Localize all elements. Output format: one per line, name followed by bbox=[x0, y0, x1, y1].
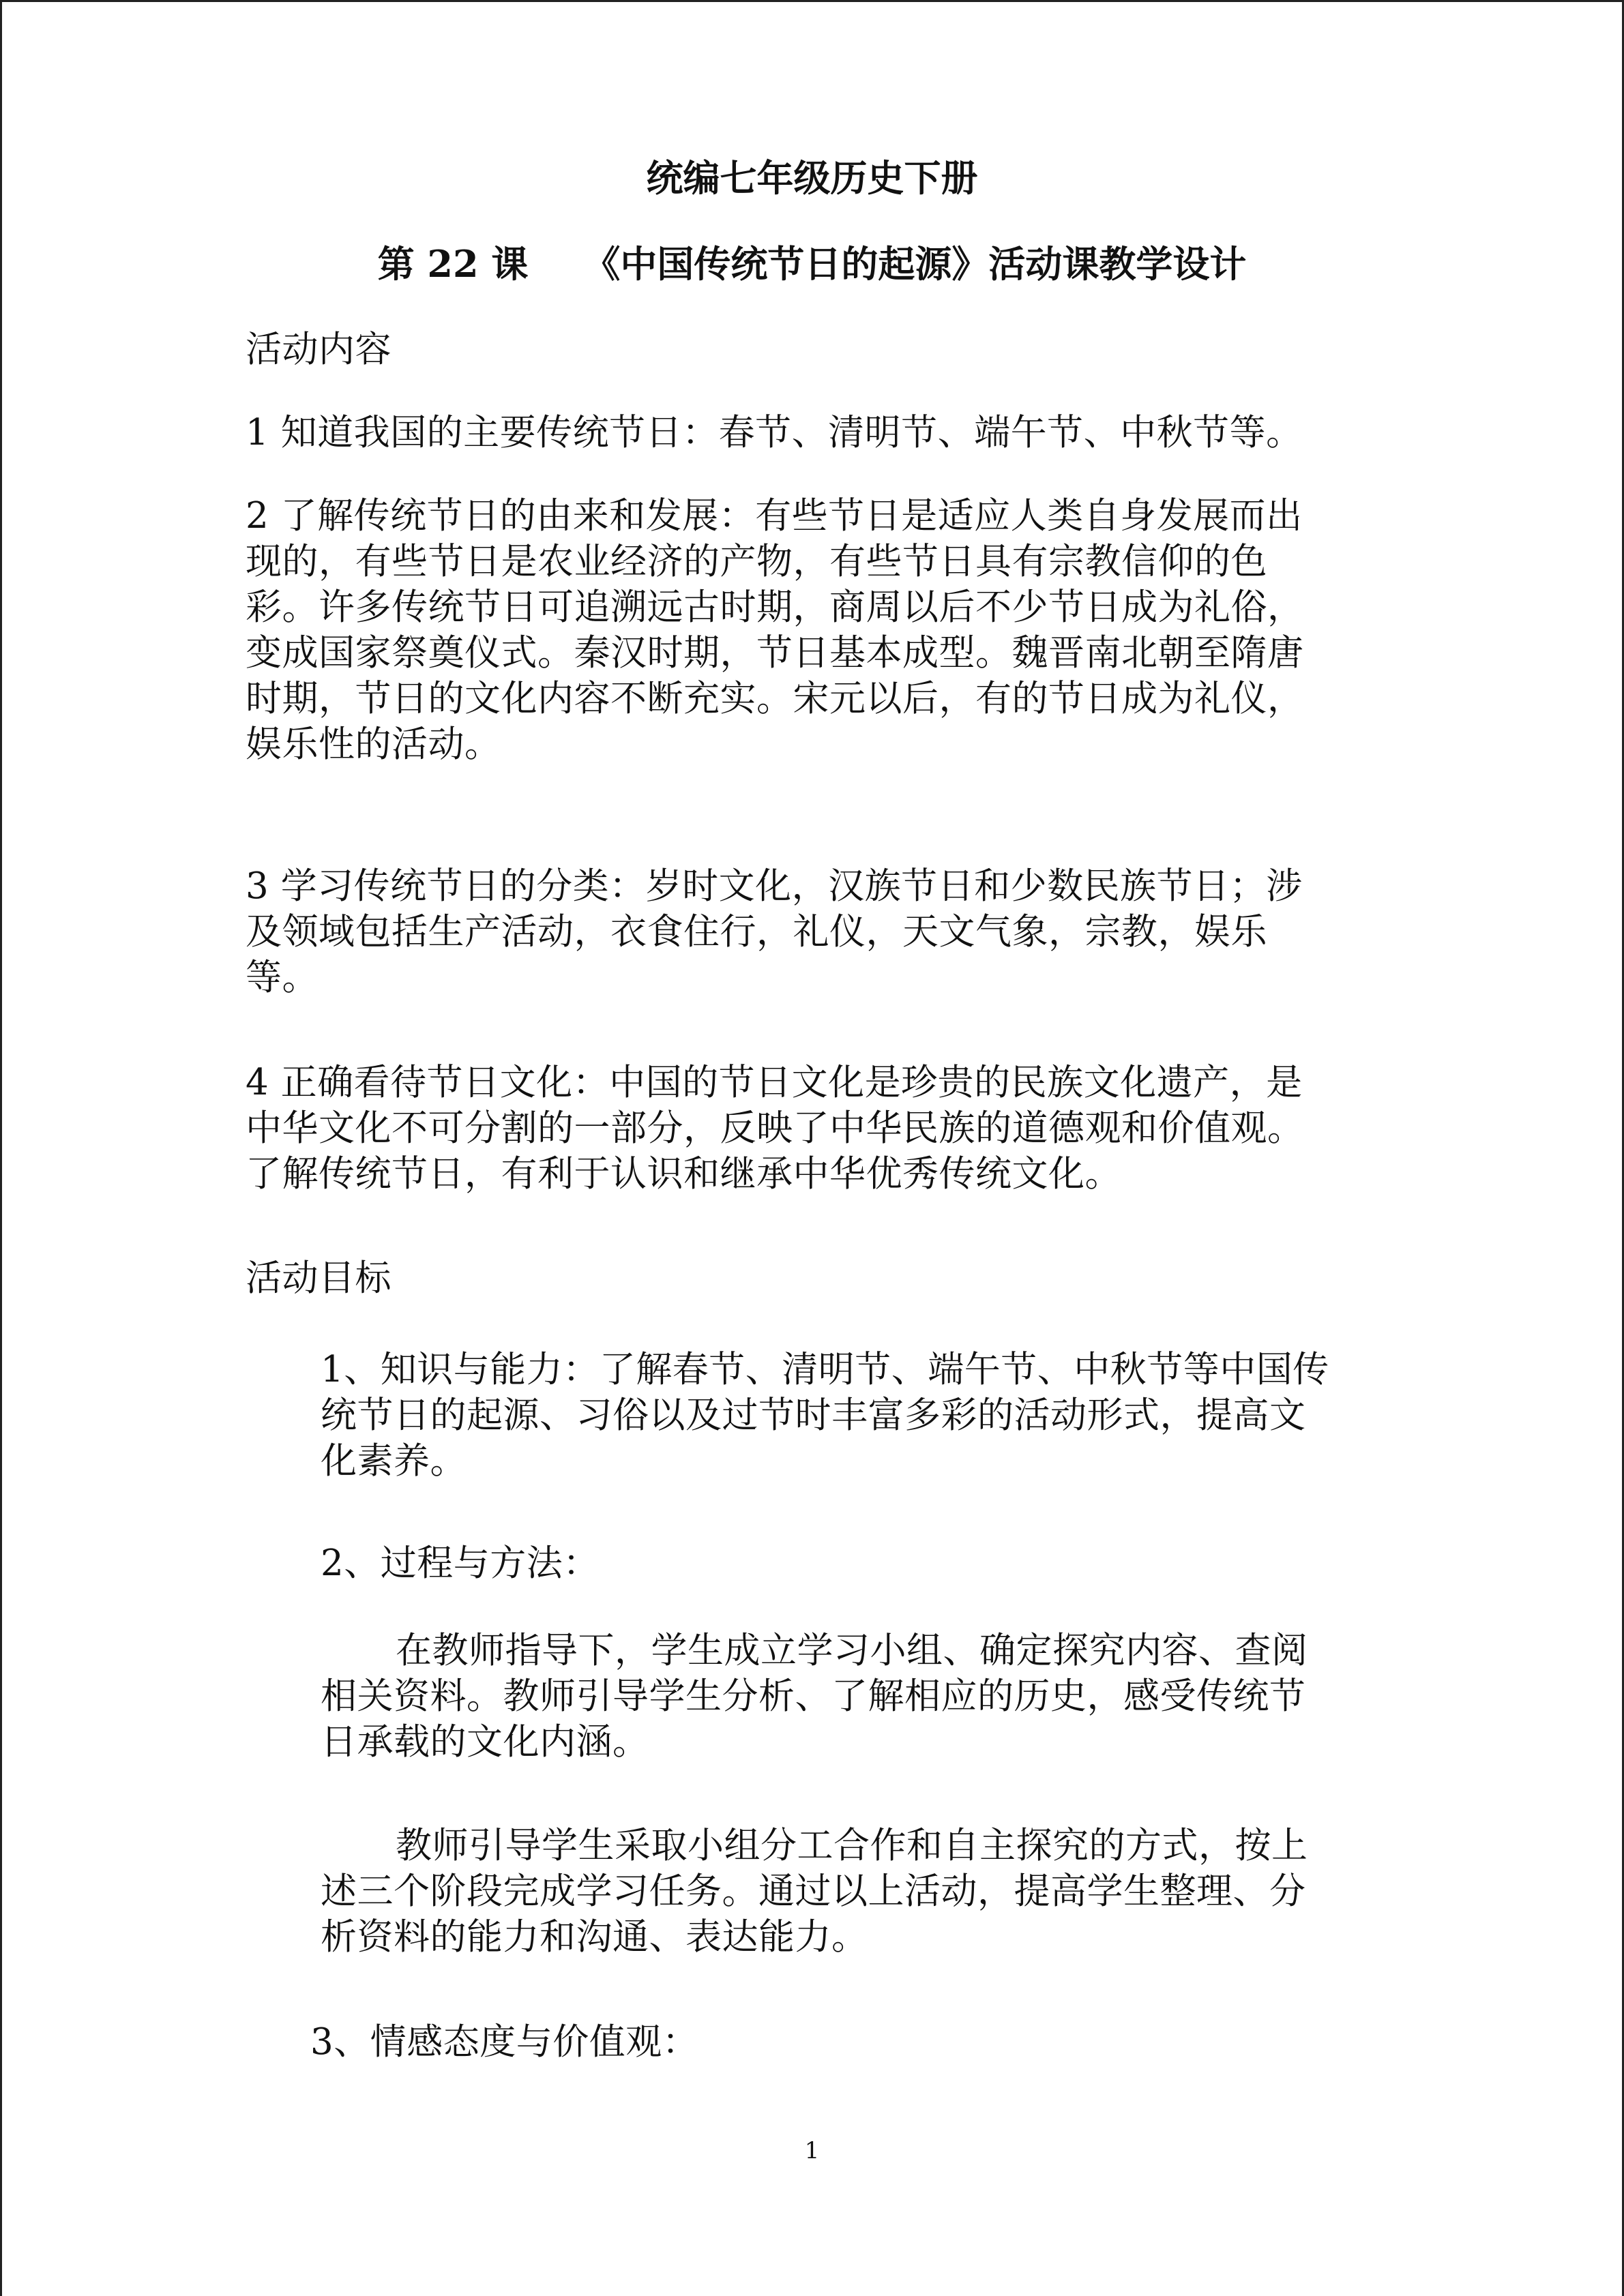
content-item-4-line: 4 正确看待节日文化：中国的节日文化是珍贵的民族文化遗产，是 bbox=[246, 1062, 1303, 1103]
content-item-2-line: 时期，节日的文化内容不断充实。宋元以后，有的节日成为礼仪， bbox=[246, 678, 1304, 719]
content-item-1: 1 知道我国的主要传统节日：春节、清明节、端午节、中秋节等。 bbox=[246, 412, 1303, 453]
content-item-3-line: 及领域包括生产活动，衣食住行，礼仪，天文气象，宗教，娱乐 bbox=[246, 911, 1267, 953]
content-item-2-line: 娱乐性的活动。 bbox=[246, 724, 501, 765]
page-left-border bbox=[0, 0, 2, 2296]
content-item-4-line: 中华文化不可分割的一部分，反映了中华民族的道德观和价值观。 bbox=[246, 1107, 1304, 1149]
goal-1-line: 统节日的起源、习俗以及过节时丰富多彩的活动形式，提高文 bbox=[321, 1395, 1306, 1436]
goal-2-paragraph-2-line: 析资料的能力和沟通、表达能力。 bbox=[321, 1916, 868, 1958]
content-item-3-line: 3 学习传统节日的分类：岁时文化，汉族节日和少数民族节日；涉 bbox=[246, 865, 1303, 907]
goal-1-line: 化素养。 bbox=[321, 1440, 467, 1482]
goal-2-paragraph-2-line: 述三个阶段完成学习任务。通过以上活动，提高学生整理、分 bbox=[321, 1870, 1306, 1912]
content-item-3-line: 等。 bbox=[246, 957, 319, 998]
goal-2-paragraph-1-line: 相关资料。教师引导学生分析、了解相应的历史，感受传统节 bbox=[321, 1675, 1306, 1717]
document-title: 统编七年级历史下册 bbox=[646, 156, 978, 200]
content-item-4-line: 了解传统节日，有利于认识和继承中华优秀传统文化。 bbox=[246, 1153, 1121, 1195]
content-item-2-line: 变成国家祭奠仪式。秦汉时期，节日基本成型。魏晋南北朝至隋唐 bbox=[246, 632, 1304, 674]
content-item-2-line: 彩。许多传统节日可追溯远古时期，商周以后不少节日成为礼俗， bbox=[246, 586, 1304, 628]
lesson-title: 第 22 课 《中国传统节日的起源》活动课教学设计 bbox=[377, 242, 1247, 286]
goal-2-paragraph-1-line: 日承载的文化内涵。 bbox=[321, 1721, 649, 1763]
content-item-2-line: 2 了解传统节日的由来和发展：有些节日是适应人类自身发展而出 bbox=[246, 495, 1303, 537]
section-heading-content: 活动内容 bbox=[246, 329, 392, 370]
goal-1-line: 1、知识与能力：了解春节、清明节、端午节、中秋节等中国传 bbox=[321, 1349, 1329, 1390]
goal-2-paragraph-1-line: 在教师指导下，学生成立学习小组、确定探究内容、查阅 bbox=[396, 1630, 1308, 1671]
content-item-2-line: 现的，有些节日是农业经济的产物，有些节日具有宗教信仰的色 bbox=[246, 541, 1267, 582]
page-number: 1 bbox=[804, 2137, 820, 2164]
goal-2-heading: 2、过程与方法： bbox=[321, 1542, 600, 1584]
section-heading-goals: 活动目标 bbox=[246, 1257, 392, 1299]
page-top-border bbox=[0, 0, 1624, 2]
goal-3-heading: 3、情感态度与价值观： bbox=[310, 2021, 699, 2063]
goal-2-paragraph-2-line: 教师引导学生采取小组分工合作和自主探究的方式，按上 bbox=[396, 1825, 1308, 1866]
